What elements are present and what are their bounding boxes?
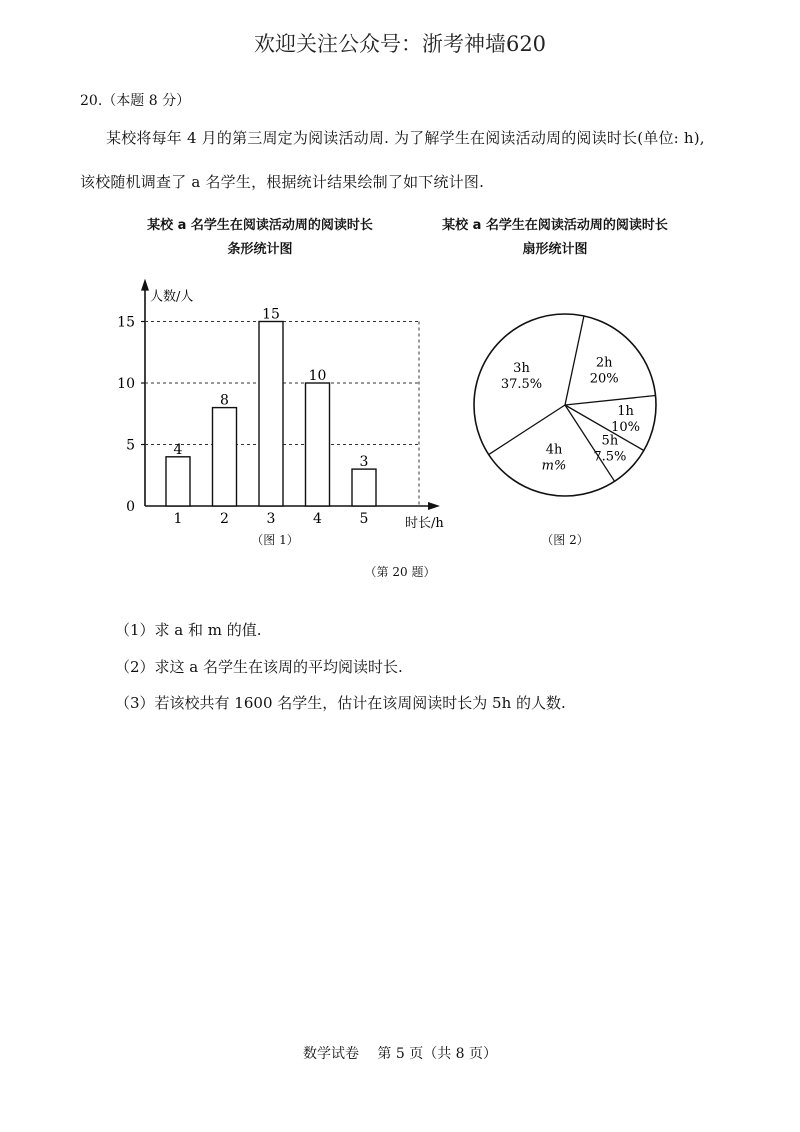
bar-4 (306, 383, 330, 506)
bar-value-label-4: 10 (308, 368, 327, 384)
pie-slice-percent-4h: m% (541, 458, 567, 474)
y-tick-label-0: 0 (126, 499, 135, 515)
pie-slice-name-4h: 4h (545, 442, 563, 458)
bar-1 (166, 457, 190, 506)
y-tick-label-5: 5 (126, 437, 135, 454)
bar-chart-subtitle: 条形统计图 (227, 242, 293, 257)
question-stem-line-1: 某校将每年 4 月的第三周定为阅读活动周. 为了解学生在阅读活动周的阅读时长(单位: h), (106, 129, 705, 147)
bar-value-label-3: 15 (262, 306, 280, 323)
question-figure-caption: （第 20 题） (364, 565, 436, 579)
bar-chart-title: 某校 a 名学生在阅读活动周的阅读时长 (147, 218, 373, 233)
pie-slice-percent-1h: 10% (611, 419, 640, 435)
x-tick-label-5: 5 (359, 511, 369, 527)
pie-slice-name-3h: 3h (513, 361, 530, 377)
y-axis-arrow (141, 279, 149, 291)
sub-question-3: （3）若该校共有 1600 名学生，估计在该周阅读时长为 5h 的人数. (115, 694, 566, 712)
y-axis-label: 人数/人 (150, 289, 194, 305)
y-tick-label-10: 10 (117, 376, 135, 392)
page-footer: 数学试卷 第 5 页（共 8 页） (302, 1046, 498, 1062)
x-tick-label-3: 3 (266, 511, 276, 527)
pie-chart-subtitle: 扇形统计图 (522, 242, 588, 257)
pie-slice-percent-5h: 7.5% (593, 449, 627, 465)
pie-chart-title: 某校 a 名学生在阅读活动周的阅读时长 (442, 218, 668, 233)
pie-slice-name-1h: 1h (617, 403, 634, 419)
sub-question-1: （1）求 a 和 m 的值. (115, 621, 262, 639)
x-axis-label: 时长/h (405, 516, 444, 531)
x-tick-label-2: 2 (220, 511, 229, 527)
sub-question-2: （2）求这 a 名学生在该周的平均阅读时长. (115, 658, 403, 676)
figure-2-caption: （图 2） (541, 533, 589, 547)
bar-2 (213, 408, 237, 506)
watermark-header: 欢迎关注公众号：浙考神墙620 (253, 32, 547, 56)
x-axis-arrow (428, 502, 440, 510)
bar-3 (259, 322, 283, 507)
x-tick-label-1: 1 (173, 511, 183, 527)
pie-slice-name-2h: 2h (595, 355, 613, 371)
question-number: 20.（本题 8 分） (80, 93, 191, 109)
pie-slice-percent-3h: 37.5% (500, 377, 543, 393)
figure-1-caption: （图 1） (251, 533, 299, 547)
question-stem-line-2: 该校随机调查了 a 名学生，根据统计结果绘制了如下统计图. (80, 173, 485, 191)
pie-slice-percent-2h: 20% (589, 371, 619, 387)
y-tick-label-15: 15 (117, 314, 135, 331)
bar-value-label-1: 4 (173, 441, 183, 458)
bar-value-label-2: 8 (220, 392, 229, 409)
x-tick-label-4: 4 (313, 511, 322, 527)
bar-5 (352, 469, 376, 506)
bar-value-label-5: 3 (359, 454, 369, 471)
pie-slice-name-5h: 5h (601, 433, 619, 449)
